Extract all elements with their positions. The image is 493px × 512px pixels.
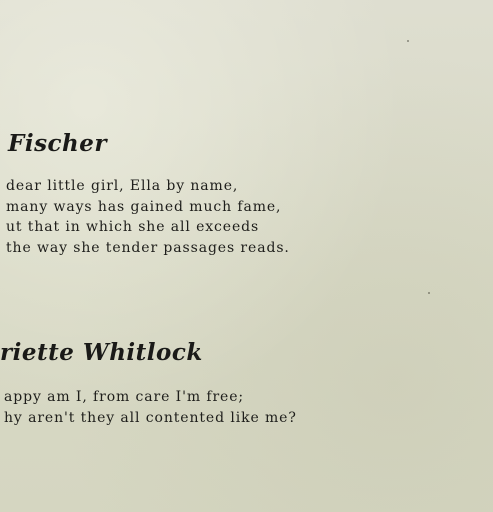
poem-stanza-fischer [6,176,290,258]
poem-line: appy am I, from care I'm free; [4,389,245,405]
poem-line: many ways has gained much fame, [6,198,282,215]
poem-heading-whitlock: riette Whitlock [0,339,203,366]
paper-speck [407,40,409,42]
poem-line: hy aren't they all contented like me? [4,409,297,426]
poem-line: the way she tender passages reads. [6,239,290,256]
poem-line: dear little girl, Ella by name, [6,178,239,194]
poem-heading-fischer: Fischer [8,130,107,157]
poem-line: ut that in which she all exceeds [6,219,260,235]
poem-stanza-whitlock [4,387,297,428]
paper-speck [428,292,430,294]
